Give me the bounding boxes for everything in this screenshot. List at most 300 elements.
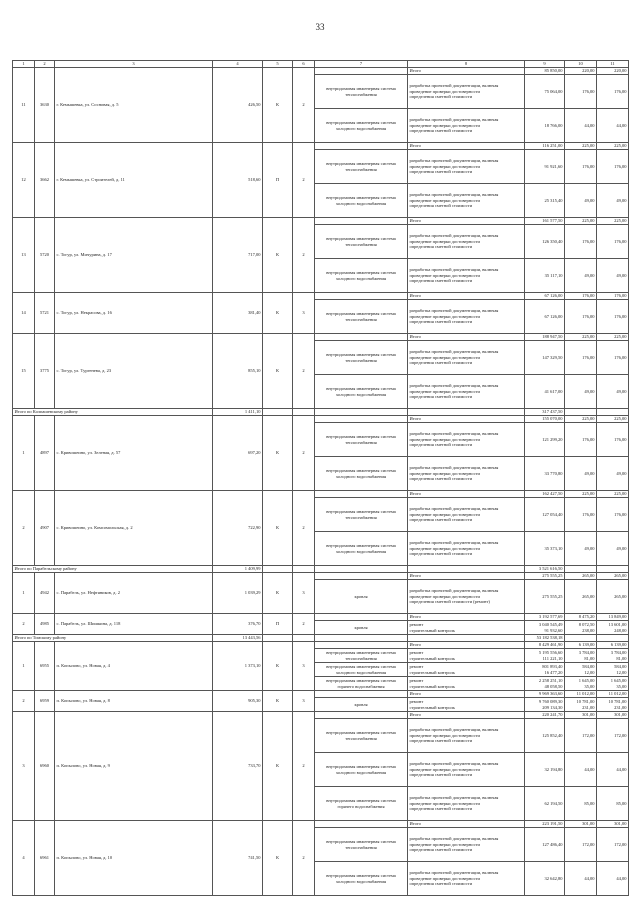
- work-system: внутридомовая инженерная система теплоснабжения: [315, 300, 408, 334]
- total-max-cost: 225,00: [597, 491, 629, 498]
- object-row: [13, 218, 629, 225]
- object-id: 6955: [35, 642, 55, 691]
- total-unit-cost: 225,00: [565, 416, 597, 423]
- work-value: 44,00: [565, 753, 597, 787]
- work-value: 35 373,10: [525, 532, 565, 566]
- work-system: внутридомовая инженерная система теплоснабжения: [315, 649, 408, 663]
- work-value: 44,00: [597, 109, 629, 143]
- total-label: Итого: [408, 491, 525, 498]
- object-floors: 2: [293, 821, 315, 896]
- work-kind: разработка проектной документации, включая проведение проверки достоверности определения сметной стоимости: [408, 719, 525, 753]
- total-label: Итого: [408, 334, 525, 341]
- object-number: 14: [13, 293, 35, 334]
- work-value: 49,00: [597, 375, 629, 409]
- total-empty: [315, 642, 408, 649]
- object-material: К: [263, 821, 293, 896]
- work-system: внутридомовая инженерная система теплоснабжения: [315, 423, 408, 457]
- total-cost: 85 850,00: [525, 68, 565, 75]
- object-address: г. Кемышевка, ул. Сосновая, д. 5: [55, 68, 213, 143]
- work-value: 13 601,00 248,00: [597, 621, 629, 635]
- work-value: 176,00: [597, 225, 629, 259]
- total-unit-cost: 8 475,20: [565, 614, 597, 621]
- object-address: с. Парабель, ул. Нефтяников, д. 2: [55, 573, 213, 614]
- total-label: Итого: [408, 416, 525, 423]
- total-cost: 67 126,00: [525, 293, 565, 300]
- work-value: 62 194,50: [525, 787, 565, 821]
- work-value: 172,00: [565, 719, 597, 753]
- total-label: Итого: [408, 642, 525, 649]
- header-row: [13, 61, 629, 68]
- object-floors: 2: [293, 143, 315, 218]
- work-value: 172,00: [597, 719, 629, 753]
- object-row: [13, 712, 629, 719]
- object-address: г. Кемышевка, ул. Строителей, д. 11: [55, 143, 213, 218]
- summary-empty: [315, 566, 408, 573]
- total-cost: 275 555,25: [525, 573, 565, 580]
- total-label: Итого: [408, 821, 525, 828]
- object-id: 4985: [35, 614, 55, 635]
- total-max-cost: 6 139,00: [597, 642, 629, 649]
- total-empty: [315, 491, 408, 498]
- object-number: 12: [13, 143, 35, 218]
- object-number: 1: [13, 642, 35, 691]
- total-cost: 116 251,00: [525, 143, 565, 150]
- total-unit-cost: 176,00: [565, 293, 597, 300]
- object-id: 4942: [35, 573, 55, 614]
- work-value: 176,00: [565, 150, 597, 184]
- work-system: внутридомовая инженерная система теплоснабжения: [315, 828, 408, 862]
- column-header: 3: [55, 61, 213, 68]
- column-header: 8: [408, 61, 525, 68]
- total-max-cost: 11 012,00: [597, 691, 629, 698]
- summary-empty: [315, 409, 408, 416]
- work-value: 126 350,40: [525, 225, 565, 259]
- object-row: [13, 642, 629, 649]
- total-empty: [315, 218, 408, 225]
- work-value: 176,00: [565, 498, 597, 532]
- work-system: внутридомовая инженерная система холодного водоснабжения: [315, 259, 408, 293]
- work-value: 127 054,40: [525, 498, 565, 532]
- work-value: 9 760 089,30 209 134,30: [525, 698, 565, 712]
- total-max-cost: 225,00: [597, 143, 629, 150]
- object-area: 697,20: [213, 416, 263, 491]
- total-empty: [315, 293, 408, 300]
- object-row: [13, 293, 629, 300]
- object-row: [13, 143, 629, 150]
- object-address: с. Кривошеино, ул. Зеленая, д. 57: [55, 416, 213, 491]
- column-header: 1: [13, 61, 35, 68]
- work-kind: разработка проектной документации, включая проведение проверки достоверности определения сметной стоимости: [408, 184, 525, 218]
- work-value: 85,00: [565, 787, 597, 821]
- work-value: 35 117,10: [525, 259, 565, 293]
- work-value: 172,00: [565, 828, 597, 862]
- object-floors: 2: [293, 334, 315, 409]
- object-id: 6960: [35, 712, 55, 821]
- work-value: 49,00: [565, 259, 597, 293]
- work-value: 176,00: [565, 423, 597, 457]
- total-empty: [315, 712, 408, 719]
- work-kind: разработка проектной документации, включая проведение проверки достоверности определения сметной стоимости: [408, 862, 525, 896]
- summary-empty: [293, 409, 315, 416]
- work-value: 3 040 545,49 91 932,60: [525, 621, 565, 635]
- work-system: внутридомовая инженерная система холодного водоснабжения: [315, 753, 408, 787]
- total-max-cost: 225,00: [597, 416, 629, 423]
- summary-empty: [315, 635, 408, 642]
- column-header: 4: [213, 61, 263, 68]
- work-value: 44,00: [565, 109, 597, 143]
- total-empty: [315, 821, 408, 828]
- register-table: [12, 60, 629, 896]
- district-summary-label: Итого по Томскому району: [13, 635, 213, 642]
- object-material: П: [263, 614, 293, 635]
- total-max-cost: 13 849,00: [597, 614, 629, 621]
- object-number: 11: [13, 68, 35, 143]
- work-kind: разработка проектной документации, включая проведение проверки достоверности определения сметной стоимости: [408, 75, 525, 109]
- work-value: 44,00: [565, 862, 597, 896]
- object-area: 381,40: [213, 293, 263, 334]
- work-value: 265,00: [565, 580, 597, 614]
- total-unit-cost: 225,00: [565, 491, 597, 498]
- object-material: К: [263, 691, 293, 712]
- object-number: 2: [13, 491, 35, 566]
- work-system: внутридомовая инженерная система горячего водоснабжения: [315, 787, 408, 821]
- total-max-cost: 301,00: [597, 712, 629, 719]
- object-area: 733,70: [213, 712, 263, 821]
- total-label: Итого: [408, 573, 525, 580]
- total-cost: 3 192 577,69: [525, 614, 565, 621]
- work-kind: разработка проектной документации, включая проведение проверки достоверности определения сметной стоимости: [408, 423, 525, 457]
- object-area: 905,30: [213, 691, 263, 712]
- total-label: Итого: [408, 293, 525, 300]
- object-area: 1 373,10: [213, 642, 263, 691]
- work-system: внутридомовая инженерная система теплоснабжения: [315, 75, 408, 109]
- object-area: 426,50: [213, 68, 263, 143]
- total-unit-cost: 301,00: [565, 712, 597, 719]
- district-summary-row: [13, 566, 629, 573]
- object-floors: 3: [293, 293, 315, 334]
- object-number: 13: [13, 218, 35, 293]
- object-id: 3630: [35, 68, 55, 143]
- column-header: 6: [293, 61, 315, 68]
- total-cost: 188 947,50: [525, 334, 565, 341]
- total-label: Итого: [408, 143, 525, 150]
- work-kind: ремонт строительный контроль: [408, 677, 525, 691]
- work-kind: ремонт строительный контроль: [408, 698, 525, 712]
- work-value: 10 781,00 231,00: [597, 698, 629, 712]
- total-empty: [315, 143, 408, 150]
- object-floors: 2: [293, 614, 315, 635]
- total-empty: [315, 416, 408, 423]
- work-value: 91 921,60: [525, 150, 565, 184]
- work-value: 176,00: [565, 341, 597, 375]
- work-value: 8 072,50 238,00: [565, 621, 597, 635]
- work-value: 33 770,80: [525, 457, 565, 491]
- object-floors: 2: [293, 416, 315, 491]
- work-kind: разработка проектной документации, включая проведение проверки достоверности определения сметной стоимости: [408, 225, 525, 259]
- work-value: 10 781,00 231,00: [565, 698, 597, 712]
- object-id: 3662: [35, 143, 55, 218]
- object-material: К: [263, 416, 293, 491]
- object-id: 6959: [35, 691, 55, 712]
- work-value: 32 194,80: [525, 753, 565, 787]
- work-value: 49,00: [565, 532, 597, 566]
- work-system: внутридомовая инженерная система холодного водоснабжения: [315, 532, 408, 566]
- total-max-cost: 225,00: [597, 218, 629, 225]
- work-system: кровля: [315, 621, 408, 635]
- summary-empty: [565, 409, 597, 416]
- work-value: 265,00: [597, 580, 629, 614]
- object-area: 722,90: [213, 491, 263, 566]
- object-id: 4897: [35, 416, 55, 491]
- object-material: К: [263, 491, 293, 566]
- work-kind: разработка проектной документации, включая проведение проверки достоверности определения сметной стоимости: [408, 457, 525, 491]
- summary-empty: [597, 635, 629, 642]
- work-kind: разработка проектной документации, включая проведение проверки достоверности определения сметной стоимости: [408, 753, 525, 787]
- object-floors: 2: [293, 218, 315, 293]
- work-kind: разработка проектной документации, включая проведение проверки достоверности определения сметной стоимости: [408, 828, 525, 862]
- work-system: внутридомовая инженерная система теплоснабжения: [315, 341, 408, 375]
- work-value: 176,00: [565, 300, 597, 334]
- object-address: с. Парабель, ул. Шишкина, д. 118: [55, 614, 213, 635]
- work-system: внутридомовая инженерная система теплоснабжения: [315, 498, 408, 532]
- summary-empty: [263, 566, 293, 573]
- work-system: кровля: [315, 698, 408, 712]
- work-system: внутридомовая инженерная система холодного водоснабжения: [315, 184, 408, 218]
- object-row: [13, 416, 629, 423]
- work-value: 41 617,00: [525, 375, 565, 409]
- object-number: 15: [13, 334, 35, 409]
- object-address: п. Копылово, ул. Новая, д. 4: [55, 642, 213, 691]
- work-value: 176,00: [597, 75, 629, 109]
- object-number: 3: [13, 712, 35, 821]
- object-area: 741,50: [213, 821, 263, 896]
- total-cost: 220 241,70: [525, 712, 565, 719]
- object-floors: 2: [293, 68, 315, 143]
- object-row: [13, 491, 629, 498]
- work-system: внутридомовая инженерная система теплоснабжения: [315, 225, 408, 259]
- object-id: 4907: [35, 491, 55, 566]
- work-value: 127 486,40: [525, 828, 565, 862]
- object-material: К: [263, 293, 293, 334]
- total-unit-cost: 265,00: [565, 573, 597, 580]
- work-value: 2 258 251,10 48 058,50: [525, 677, 565, 691]
- work-value: 121 299,20: [525, 423, 565, 457]
- column-header: 10: [565, 61, 597, 68]
- object-row: [13, 614, 629, 621]
- summary-empty: [408, 409, 525, 416]
- object-area: 1 039,29: [213, 573, 263, 614]
- total-empty: [315, 614, 408, 621]
- work-value: 176,00: [597, 498, 629, 532]
- district-summary-area: 1 409,99: [213, 566, 263, 573]
- work-value: 44,00: [597, 862, 629, 896]
- work-kind: ремонт строительный контроль: [408, 621, 525, 635]
- district-summary-area: 1 411,10: [213, 409, 263, 416]
- work-kind: ремонт строительный контроль: [408, 663, 525, 677]
- work-kind: разработка проектной документации, включая проведение проверки достоверности определения сметной стоимости: [408, 259, 525, 293]
- object-material: К: [263, 642, 293, 691]
- column-header: 2: [35, 61, 55, 68]
- district-summary-label: Итого по Парабельскому району: [13, 566, 213, 573]
- object-address: с. Тогур, ул. Мичурина, д. 17: [55, 218, 213, 293]
- total-cost: 8 429 461,90: [525, 642, 565, 649]
- district-summary-label: Итого по Колпашевскому району: [13, 409, 213, 416]
- total-max-cost: 220,00: [597, 68, 629, 75]
- total-max-cost: 225,00: [597, 334, 629, 341]
- object-material: П: [263, 143, 293, 218]
- work-value: 3 784,00 81,00: [565, 649, 597, 663]
- work-value: 49,00: [565, 375, 597, 409]
- object-id: 3775: [35, 334, 55, 409]
- work-value: 49,00: [597, 532, 629, 566]
- object-id: 5720: [35, 218, 55, 293]
- page-number: 33: [315, 22, 325, 32]
- district-summary-row: [13, 635, 629, 642]
- total-unit-cost: 301,00: [565, 821, 597, 828]
- work-system: внутридомовая инженерная система холодного водоснабжения: [315, 109, 408, 143]
- total-label: Итого: [408, 218, 525, 225]
- work-value: 44,00: [597, 753, 629, 787]
- total-cost: 223 191,50: [525, 821, 565, 828]
- work-kind: ремонт строительный контроль: [408, 649, 525, 663]
- object-row: [13, 334, 629, 341]
- object-area: 376,70: [213, 614, 263, 635]
- object-address: п. Копылово, ул. Новая, д. 10: [55, 821, 213, 896]
- total-unit-cost: 11 012,00: [565, 691, 597, 698]
- object-floors: 2: [293, 712, 315, 821]
- work-value: 67 126,00: [525, 300, 565, 334]
- district-summary-total: 317 437,50: [525, 409, 565, 416]
- district-summary-area: 13 443,56: [213, 635, 263, 642]
- work-value: 49,00: [597, 259, 629, 293]
- total-cost: 9 969 363,60: [525, 691, 565, 698]
- work-value: 147 329,50: [525, 341, 565, 375]
- work-value: 18 766,00: [525, 109, 565, 143]
- object-number: 1: [13, 416, 35, 491]
- total-label: Итого: [408, 614, 525, 621]
- total-empty: [315, 334, 408, 341]
- object-row: [13, 821, 629, 828]
- object-floors: 2: [293, 491, 315, 566]
- object-area: 855,10: [213, 334, 263, 409]
- summary-empty: [263, 409, 293, 416]
- object-material: К: [263, 573, 293, 614]
- work-value: 176,00: [597, 300, 629, 334]
- total-label: Итого: [408, 691, 525, 698]
- work-value: 584,00 12,00: [597, 663, 629, 677]
- object-floors: 3: [293, 691, 315, 712]
- work-value: 25 315,40: [525, 184, 565, 218]
- work-system: кровля: [315, 580, 408, 614]
- work-value: 75 064,00: [525, 75, 565, 109]
- total-empty: [315, 68, 408, 75]
- object-id: 5721: [35, 293, 55, 334]
- object-area: 518,60: [213, 143, 263, 218]
- work-system: внутридомовая инженерная система горячего водоснабжения: [315, 677, 408, 691]
- total-unit-cost: 225,00: [565, 143, 597, 150]
- total-cost: 161 577,50: [525, 218, 565, 225]
- work-value: 176,00: [597, 423, 629, 457]
- district-summary-total: 3 521 616,50: [525, 566, 565, 573]
- work-value: 176,00: [565, 225, 597, 259]
- summary-empty: [565, 566, 597, 573]
- work-value: 1 645,00 35,00: [565, 677, 597, 691]
- district-summary-total: 53 182 538,18: [525, 635, 565, 642]
- work-value: 172,00: [597, 828, 629, 862]
- object-address: с. Тогур, ул. Тургенева, д. 23: [55, 334, 213, 409]
- work-value: 49,00: [565, 184, 597, 218]
- summary-empty: [565, 635, 597, 642]
- work-value: 176,00: [597, 150, 629, 184]
- total-max-cost: 176,00: [597, 293, 629, 300]
- work-system: внутридомовая инженерная система теплоснабжения: [315, 719, 408, 753]
- object-row: [13, 68, 629, 75]
- total-unit-cost: 225,00: [565, 218, 597, 225]
- work-kind: разработка проектной документации, включая проведение проверки достоверности определения сметной стоимости: [408, 341, 525, 375]
- total-unit-cost: 220,00: [565, 68, 597, 75]
- object-floors: 3: [293, 642, 315, 691]
- total-unit-cost: 225,00: [565, 334, 597, 341]
- object-material: К: [263, 68, 293, 143]
- district-summary-row: [13, 409, 629, 416]
- summary-empty: [263, 635, 293, 642]
- work-system: внутридомовая инженерная система холодного водоснабжения: [315, 663, 408, 677]
- object-row: [13, 691, 629, 698]
- total-empty: [315, 573, 408, 580]
- work-kind: разработка проектной документации, включая проведение проверки достоверности определения сметной стоимости: [408, 787, 525, 821]
- total-label: Итого: [408, 712, 525, 719]
- work-value: 1 645,00 35,00: [597, 677, 629, 691]
- object-number: 4: [13, 821, 35, 896]
- work-value: 49,00: [597, 184, 629, 218]
- total-cost: 162 427,50: [525, 491, 565, 498]
- work-value: 584,00 12,00: [565, 663, 597, 677]
- work-kind: разработка проектной документации, включая проведение проверки достоверности определения сметной стоимости: [408, 375, 525, 409]
- summary-empty: [597, 409, 629, 416]
- column-header: 9: [525, 61, 565, 68]
- summary-empty: [597, 566, 629, 573]
- work-value: 275 555,25: [525, 580, 565, 614]
- object-material: К: [263, 712, 293, 821]
- object-number: 2: [13, 691, 35, 712]
- object-material: К: [263, 218, 293, 293]
- object-address: п. Копылово, ул. Новая, д. 8: [55, 691, 213, 712]
- summary-empty: [293, 566, 315, 573]
- summary-empty: [408, 635, 525, 642]
- work-kind: разработка проектной документации, включая проведение проверки достоверности определения сметной стоимости: [408, 300, 525, 334]
- column-header: 5: [263, 61, 293, 68]
- work-system: внутридомовая инженерная система холодного водоснабжения: [315, 457, 408, 491]
- work-kind: разработка проектной документации, включая проведение проверки достоверности определения сметной стоимости: [408, 532, 525, 566]
- column-header: 11: [597, 61, 629, 68]
- work-kind: разработка проектной документации, включая проведение проверки достоверности определения сметной стоимости: [408, 150, 525, 184]
- work-value: 49,00: [565, 457, 597, 491]
- column-header: 7: [315, 61, 408, 68]
- total-max-cost: 265,00: [597, 573, 629, 580]
- object-floors: 3: [293, 573, 315, 614]
- object-address: с. Кривошеино, ул. Комсомольская, д. 2: [55, 491, 213, 566]
- work-value: 125 852,40: [525, 719, 565, 753]
- work-value: 5 195 556,60 111 221,10: [525, 649, 565, 663]
- summary-empty: [293, 635, 315, 642]
- object-number: 1: [13, 573, 35, 614]
- total-max-cost: 301,00: [597, 821, 629, 828]
- total-unit-cost: 6 139,00: [565, 642, 597, 649]
- total-empty: [315, 691, 408, 698]
- work-value: 32 642,80: [525, 862, 565, 896]
- object-address: с. Тогур, ул. Некрасова, д. 16: [55, 293, 213, 334]
- work-value: 176,00: [565, 75, 597, 109]
